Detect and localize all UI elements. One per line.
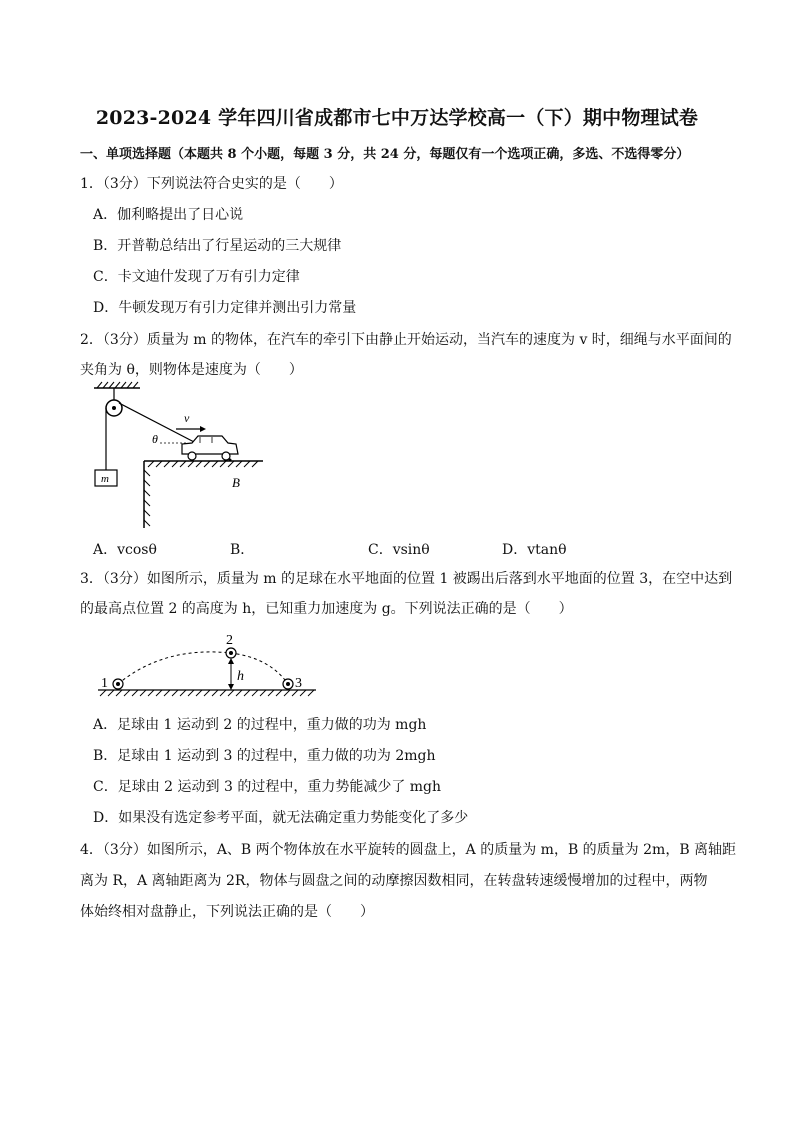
question-2-stem-line-1: 2．（3分）质量为 m 的物体，在汽车的牵引下由静止开始运动，当汽车的速度为 v 时，细绳与水平面间的 (80, 332, 732, 348)
question-3-option-d: D．如果没有选定参考平面，就无法确定重力势能变化了多少 (93, 810, 469, 826)
question-2-option-d: D．vtanθ (502, 542, 567, 558)
exam-title: 2023-2024 学年四川省成都市七中万达学校高一（下）期中物理试卷 (95, 107, 699, 129)
theta-label: θ (152, 432, 158, 446)
question-1-option-b: B．开普勒总结出了行星运动的三大规律 (93, 238, 342, 254)
question-3-option-c: C．足球由 2 运动到 3 的过程中，重力势能减少了 mgh (93, 779, 442, 795)
velocity-label: v (184, 411, 190, 425)
question-2-option-c: C．vsinθ (368, 542, 430, 558)
section-heading: 一、单项选择题（本题共 8 个小题，每题 3 分，共 24 分，每题仅有一个选项正确，多选、不选得零分） (80, 147, 690, 162)
question-3-option-b: B．足球由 1 运动到 3 的过程中，重力做的功为 2mgh (93, 748, 436, 764)
point-b-label: B (232, 475, 240, 490)
question-4-stem-line-1: 4．（3分）如图所示，A、B 两个物体放在水平旋转的圆盘上，A 的质量为 m，B 的质量为 2m，B 离轴距 (80, 842, 737, 858)
question-2-option-b: B． (230, 542, 255, 558)
question-3-stem-line-1: 3．（3分）如图所示，质量为 m 的足球在水平地面的位置 1 被踢出后落到水平地面的位置 3，在空中达到 (80, 571, 733, 587)
question-1-stem: 1．（3分）下列说法符合史实的是（ ） (80, 176, 343, 192)
pulley-car-figure (88, 380, 278, 535)
question-4-stem-line-3: 体始终相对盘静止，下列说法正确的是（ ） (80, 904, 374, 920)
question-1-option-d: D．牛顿发现万有引力定律并测出引力常量 (93, 300, 357, 316)
position-1-label: 1 (101, 676, 108, 691)
question-4-stem-line-2: 离为 R，A 离轴距离为 2R，物体与圆盘之间的动摩擦因数相同，在转盘转速缓慢增加的过程中，两物 (80, 873, 708, 889)
question-2-option-a: A．vcosθ (93, 542, 157, 558)
question-2-stem-line-2: 夹角为 θ，则物体是速度为（ ） (80, 362, 303, 378)
football-trajectory-figure (92, 628, 322, 703)
question-3-option-a: A．足球由 1 运动到 2 的过程中，重力做的功为 mgh (93, 717, 427, 733)
question-3-stem-line-2: 的最高点位置 2 的高度为 h，已知重力加速度为 g。下列说法正确的是（ ） (80, 601, 573, 617)
position-3-label: 3 (295, 676, 302, 691)
position-2-label: 2 (226, 633, 233, 648)
question-1-option-a: A．伽利略提出了日心说 (93, 207, 244, 223)
height-label: h (237, 669, 244, 684)
question-1-option-c: C．卡文迪什发现了万有引力定律 (93, 269, 300, 285)
mass-label: m (101, 473, 109, 485)
